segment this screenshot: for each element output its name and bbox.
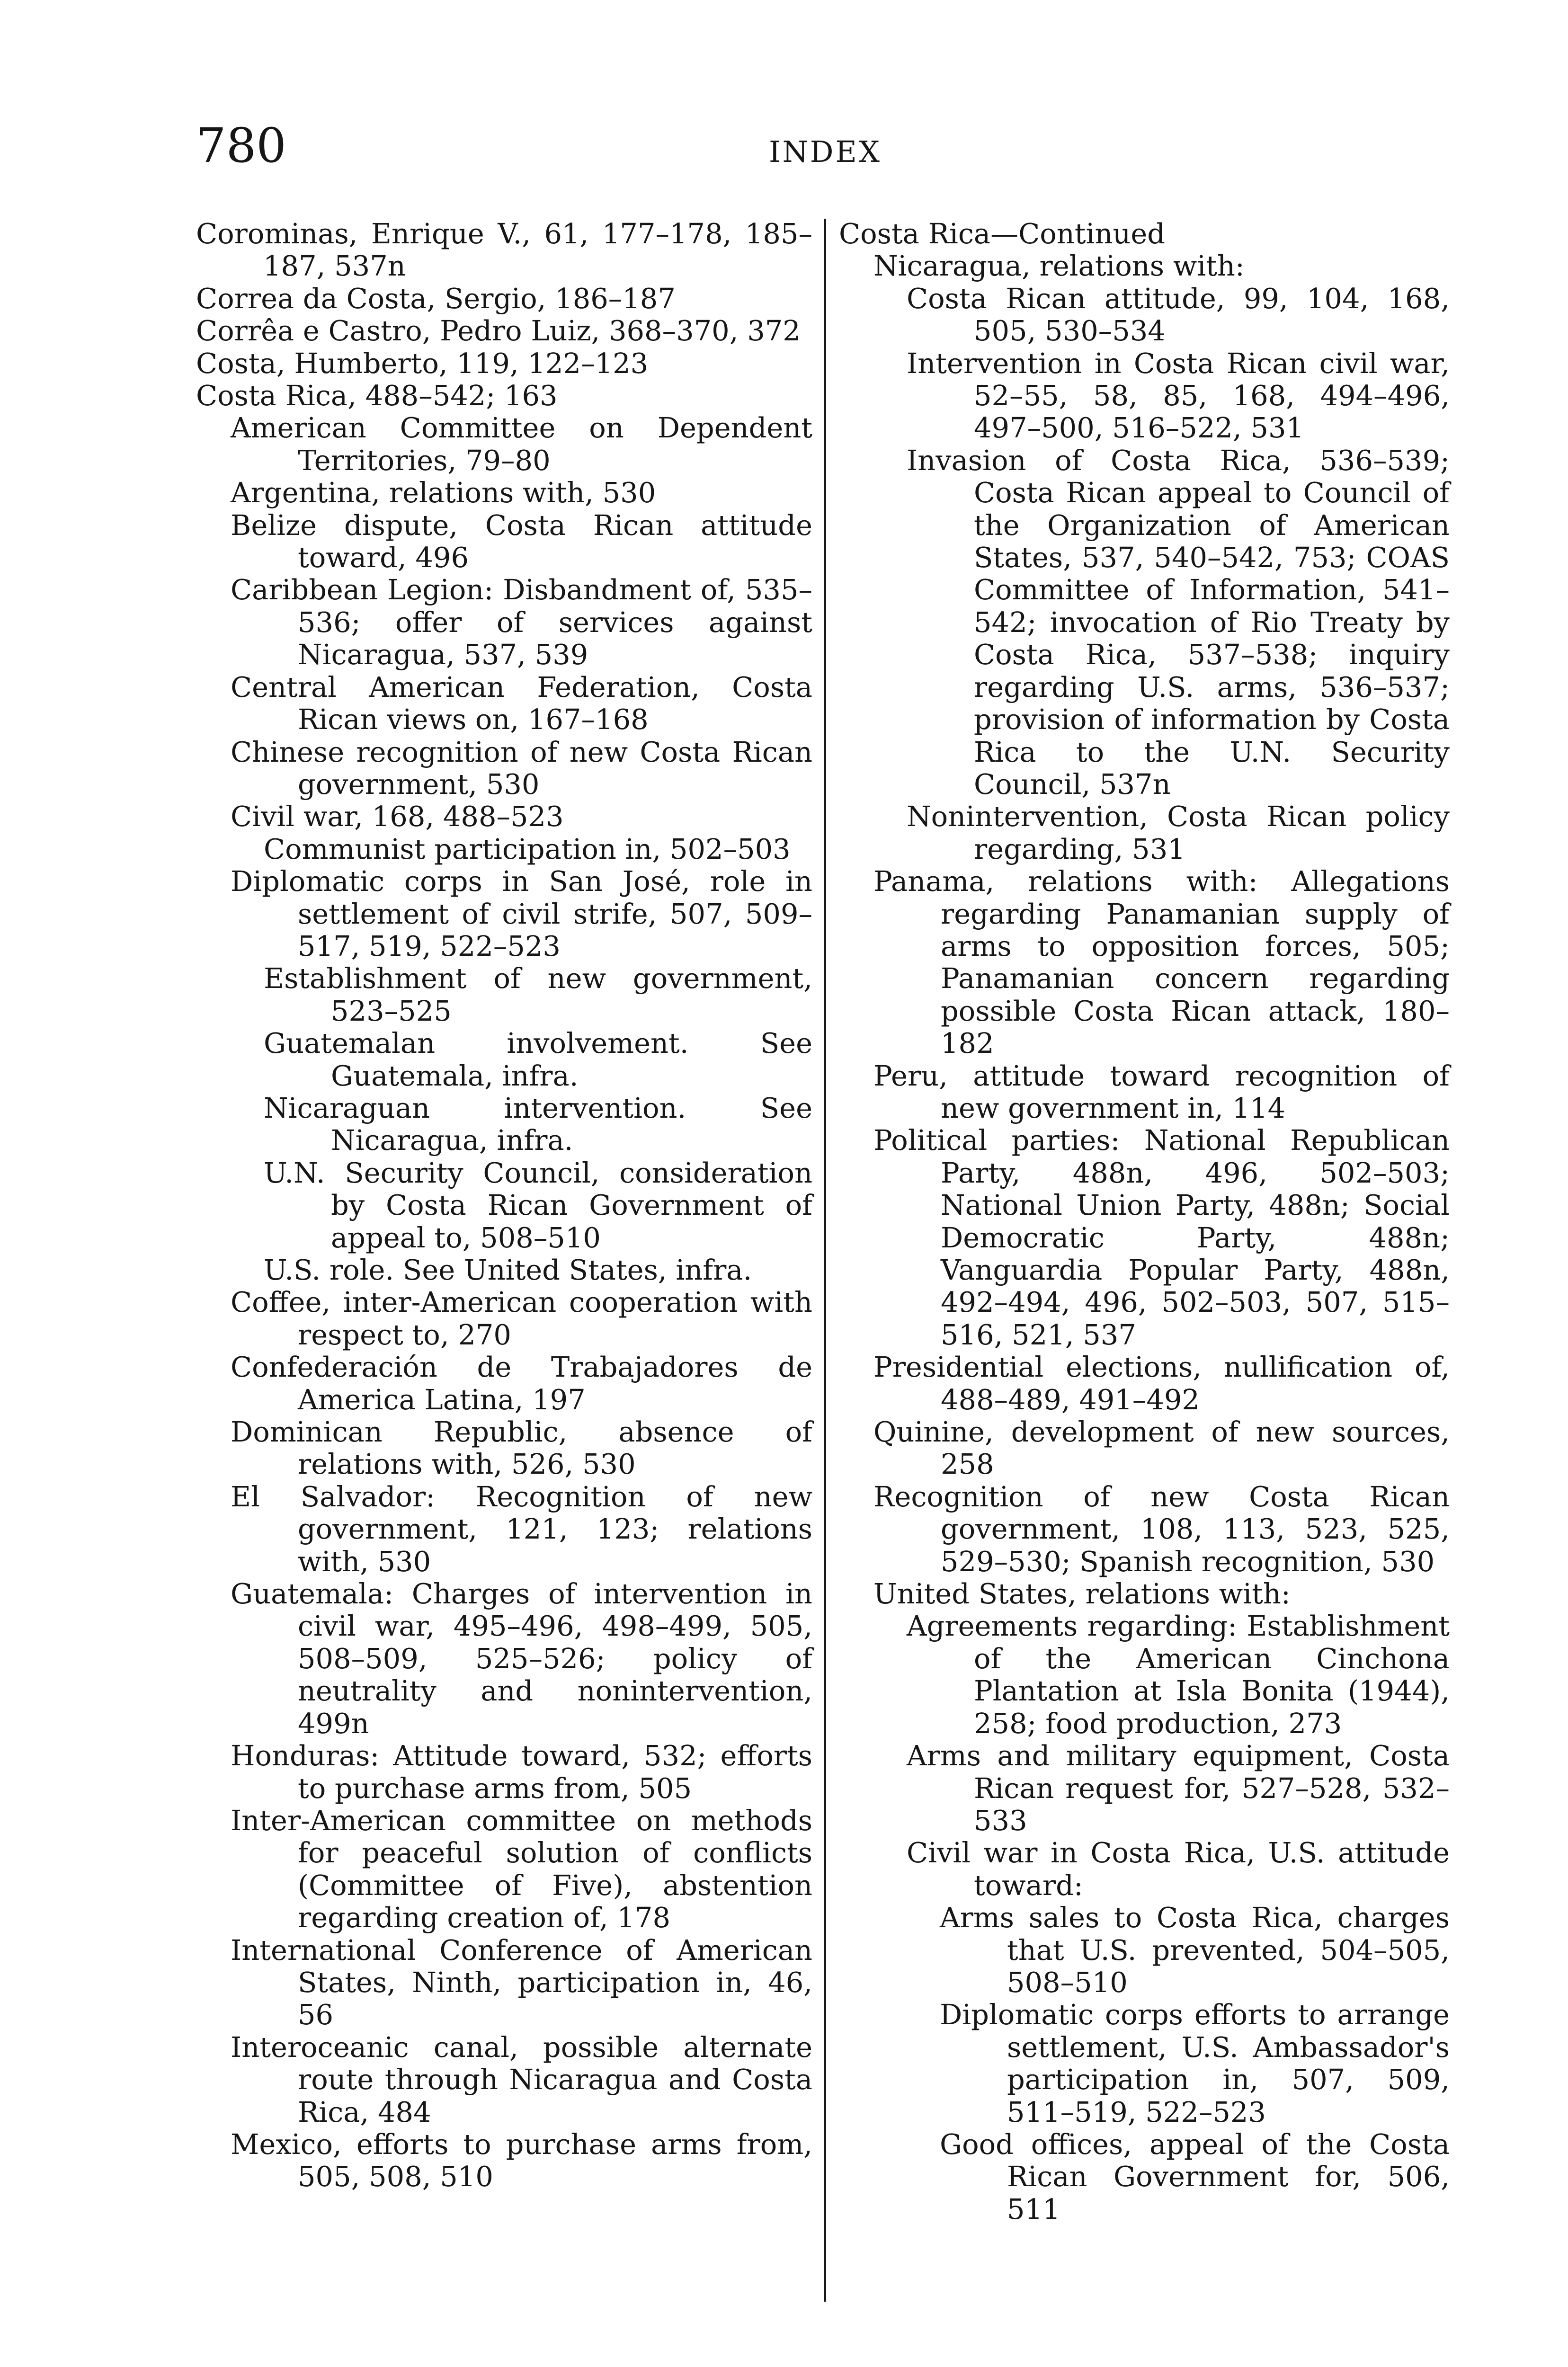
index-entry: Nicaraguan intervention. See Nicaragua, infra. [264,1091,812,1157]
index-entry: Chinese recognition of new Costa Rican government, 530 [231,735,812,801]
index-entry: Panama, relations with: Allegations regarding Panamanian supply of arms to opposition forces, 505; Panamanian concern regarding possible Costa Rican attack, 180–182 [873,865,1450,1060]
index-column-left [196,218,812,2193]
index-entry: Guatemala: Charges of intervention in civil war, 495–496, 498–499, 505, 508–509, 525–526; policy of neutrality and nonintervention, 499n [231,1577,812,1740]
index-entry: American Committee on Dependent Territories, 79–80 [231,411,812,477]
index-entry: U.S. role. See United States, infra. [264,1254,752,1286]
index-entry: Civil war, 168, 488–523 [231,800,564,833]
index-entry: Recognition of new Costa Rican government, 108, 113, 523, 525, 529–530; Spanish recognition, 530 [873,1480,1450,1578]
index-entry: Nonintervention, Costa Rican policy regarding, 531 [907,800,1450,865]
index-entry: Corrêa e Castro, Pedro Luiz, 368–370, 372 [196,314,801,347]
index-entry: Presidential elections, nullification of, 488–489, 491–492 [873,1351,1450,1416]
index-entry: El Salvador: Recognition of new government, 121, 123; relations with, 530 [231,1480,812,1578]
index-entry: Costa Rica—Continued [839,217,1166,250]
index-entry: Arms and military equipment, Costa Rican request for, 527–528, 532–533 [907,1739,1450,1837]
index-entry: United States, relations with: [873,1577,1291,1611]
running-head: INDEX [769,134,882,169]
index-entry: Costa Rica, 488–542; 163 [196,379,558,412]
index-entry: Honduras: Attitude toward, 532; efforts to purchase arms from, 505 [231,1739,812,1805]
index-entry: Diplomatic corps efforts to arrange settlement, U.S. Ambassador's participation in, 507, 509, 511–519, 522–523 [940,1998,1450,2128]
index-entry: Caribbean Legion: Disbandment of, 535–536; offer of services against Nicaragua, 537, 539 [231,573,812,671]
index-entry: Diplomatic corps in San José, role in settlement of civil strife, 507, 509–517, 519, 522–523 [231,865,812,962]
index-entry: Costa Rican attitude, 99, 104, 168, 505, 530–534 [907,282,1450,347]
index-entry: Inter-American committee on methods for peaceful solution of conflicts (Committee of Five), abstention regarding creation of, 178 [231,1804,812,1934]
index-entry: Communist participation in, 502–503 [264,832,791,865]
index-entry: International Conference of American States, Ninth, participation in, 46, 56 [231,1933,812,2031]
index-entry: Arms sales to Costa Rica, charges that U.S. prevented, 504–505, 508–510 [940,1901,1450,1999]
index-entry: Good offices, appeal of the Costa Rican Government for, 506, 511 [940,2127,1450,2225]
page-number: 780 [196,118,286,173]
index-entry: Confederación de Trabajadores de America Latina, 197 [231,1351,812,1416]
index-entry: Central American Federation, Costa Rican views on, 167–168 [231,670,812,736]
index-entry: Dominican Republic, absence of relations with, 526, 530 [231,1415,812,1481]
index-entry: Peru, attitude toward recognition of new government in, 114 [873,1059,1450,1124]
column-divider [824,219,826,2302]
index-entry: Mexico, efforts to purchase arms from, 505, 508, 510 [231,2127,812,2193]
index-entry: Civil war in Costa Rica, U.S. attitude toward: [907,1836,1450,1902]
index-entry: Invasion of Costa Rica, 536–539; Costa Rican appeal to Council of the Organization of American States, 537, 540–542, 753; COAS Committee of Information, 541–542; invocation of Rio Treaty by Costa Rica, 537–538; inquiry regarding U.S. arms, 536–537; provision of information by Costa Rica to the U.N. Security Council, 537n [907,444,1450,801]
index-entry: Intervention in Costa Rican civil war, 52–55, 58, 85, 168, 494–496, 497–500, 516–522, 531 [907,347,1450,445]
index-entry: Belize dispute, Costa Rican attitude toward, 496 [231,508,812,574]
index-entry: Corominas, Enrique V., 61, 177–178, 185–187, 537n [196,217,812,283]
index-column-right [839,218,1450,2225]
index-entry: Argentina, relations with, 530 [231,476,656,509]
index-entry: Interoceanic canal, possible alternate route through Nicaragua and Costa Rica, 484 [231,2030,812,2128]
index-entry: Costa, Humberto, 119, 122–123 [196,347,649,380]
index-entry: Establishment of new government, 523–525 [264,962,812,1027]
index-entry: Coffee, inter-American cooperation with respect to, 270 [231,1286,812,1351]
index-entry: Political parties: National Republican Party, 488n, 496, 502–503; National Union Party, 488n; Social Democratic Party, 488n; Vanguardia Popular Party, 488n, 492–494, 496, 502–503, 507, 515–516, 521, 537 [873,1124,1450,1351]
index-entry: Nicaragua, relations with: [873,249,1245,283]
index-entry: U.N. Security Council, consideration by Costa Rican Government of appeal to, 508–510 [264,1156,812,1254]
index-entry: Guatemalan involvement. See Guatemala, infra. [264,1027,812,1092]
index-entry: Correa da Costa, Sergio, 186–187 [196,282,676,315]
index-entry: Agreements regarding: Establishment of the American Cinchona Plantation at Isla Bonita (1944), 258; food production, 273 [907,1610,1450,1740]
index-entry: Quinine, development of new sources, 258 [873,1415,1450,1481]
